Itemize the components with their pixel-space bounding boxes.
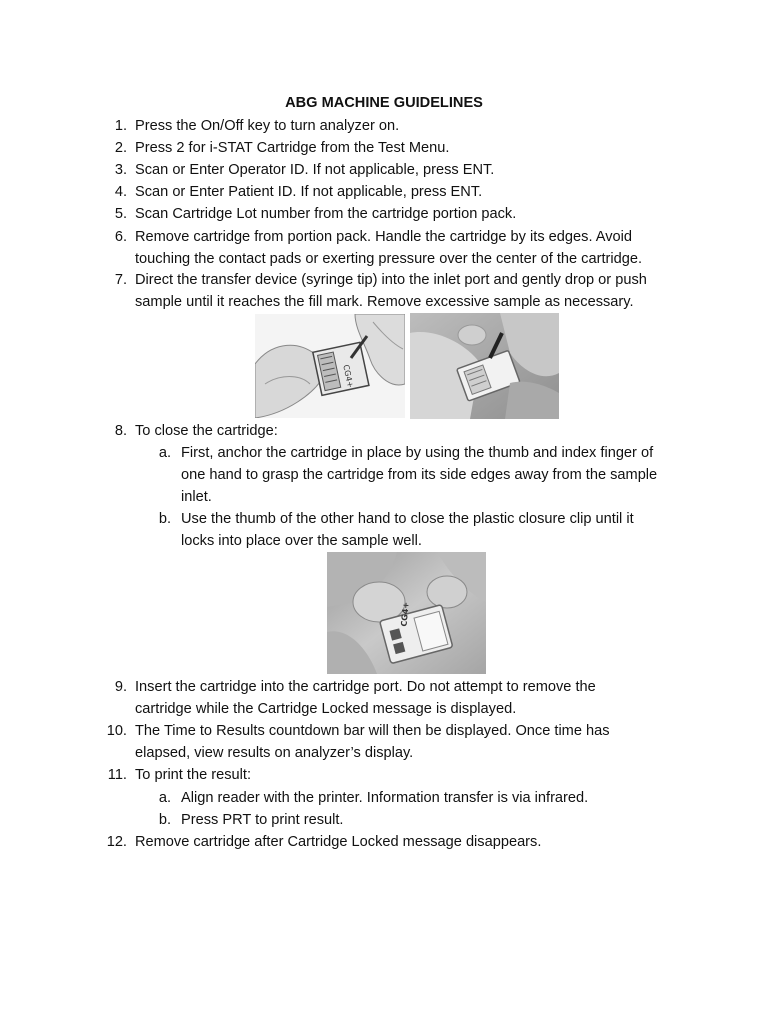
step-text-line: Remove cartridge from portion pack. Handle the cartridge by its edges. Avoid xyxy=(135,229,632,245)
substep-letter: b. xyxy=(158,511,171,527)
cartridge-label: CG4+ xyxy=(341,363,355,389)
step-text-line: touching the contact pads or exerting pressure over the center of the cartridge. xyxy=(135,251,643,267)
step-number: 12. xyxy=(106,834,127,850)
substep-text-line: locks into place over the sample well. xyxy=(181,533,422,549)
substep-text-line: Use the thumb of the other hand to close the plastic closure clip until it xyxy=(181,511,634,527)
step-number: 2. xyxy=(114,140,127,156)
step-text: Remove cartridge after Cartridge Locked message disappears. xyxy=(135,834,542,850)
substep-letter: a. xyxy=(158,445,171,461)
step-text-line: sample until it reaches the fill mark. Remove excessive sample as necessary. xyxy=(135,294,634,310)
step-text: Scan Cartridge Lot number from the cartridge portion pack. xyxy=(135,206,517,222)
step-number: 1. xyxy=(114,118,127,134)
step-text: To print the result: xyxy=(135,767,251,783)
photo-close-cartridge xyxy=(327,552,486,674)
substep-text-line: one hand to grasp the cartridge from its side edges away from the sample xyxy=(181,467,658,483)
step-text-line: Direct the transfer device (syringe tip) into the inlet port and gently drop or push xyxy=(135,272,647,288)
step-text-line: elapsed, view results on analyzer’s display. xyxy=(135,745,414,761)
substep-text-line: inlet. xyxy=(181,489,212,505)
step-text: To close the cartridge: xyxy=(135,423,278,439)
substep-text-line: First, anchor the cartridge in place by using the thumb and index finger of xyxy=(181,445,654,461)
step-text: Press the On/Off key to turn analyzer on. xyxy=(135,118,400,134)
step-number: 5. xyxy=(114,206,127,222)
step-number: 3. xyxy=(114,162,127,178)
step-text-line: cartridge while the Cartridge Locked message is displayed. xyxy=(135,701,517,717)
step-text: Scan or Enter Operator ID. If not applicable, press ENT. xyxy=(135,162,495,178)
step-text: Scan or Enter Patient ID. If not applicable, press ENT. xyxy=(135,184,483,200)
photo-fill-cartridge xyxy=(255,314,405,418)
photo-hold-cartridge xyxy=(410,313,559,419)
substep-text: Press PRT to print result. xyxy=(181,812,344,828)
step-number: 11. xyxy=(107,767,127,783)
document-title: ABG MACHINE GUIDELINES xyxy=(285,95,483,111)
step-number: 10. xyxy=(106,723,127,739)
step-number: 8. xyxy=(114,423,127,439)
step-number: 4. xyxy=(114,184,127,200)
step-number: 6. xyxy=(114,229,127,245)
substep-letter: a. xyxy=(158,790,171,806)
step-text-line: The Time to Results countdown bar will then be displayed. Once time has xyxy=(135,723,610,739)
cartridge-label: CG4+ xyxy=(399,601,411,627)
step-number: 7. xyxy=(114,272,127,288)
step-text-line: Insert the cartridge into the cartridge port. Do not attempt to remove the xyxy=(135,679,596,695)
substep-text: Align reader with the printer. Information transfer is via infrared. xyxy=(181,790,589,806)
step-text: Press 2 for i-STAT Cartridge from the Test Menu. xyxy=(135,140,450,156)
substep-letter: b. xyxy=(158,812,171,828)
step-number: 9. xyxy=(114,679,127,695)
